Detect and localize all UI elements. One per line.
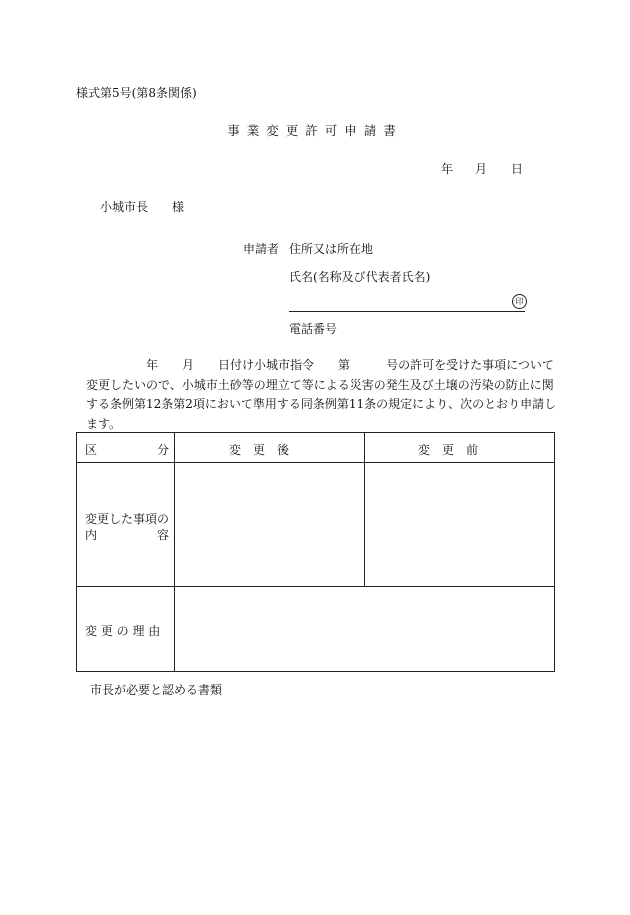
body-line1-rest: 号の許可を受けた事項について xyxy=(386,358,554,372)
request-body xyxy=(86,356,556,434)
phone-field-label: 電話番号 xyxy=(289,322,338,336)
addressee xyxy=(100,198,184,215)
date-line xyxy=(441,160,523,177)
name-field-label: 氏名(名称及び代表者氏名) xyxy=(289,270,431,284)
row1-label-line1: 変更した事項の xyxy=(85,512,170,526)
document-title: 事業変更許可申請書 xyxy=(227,123,403,138)
header-category-b: 分 xyxy=(157,443,170,457)
body-line-2: 変更したいので、小城市土砂等の埋立て等による災害の発生及び土壌の汚染の防止に関 xyxy=(86,377,554,392)
date-day-label: 日 xyxy=(511,162,524,176)
changed-after-field[interactable] xyxy=(175,463,364,586)
change-reason-field[interactable] xyxy=(175,587,554,671)
body-year: 年 xyxy=(146,358,159,372)
seal-icon: 印 xyxy=(512,294,527,309)
header-after: 変 更 後 xyxy=(229,443,290,457)
applicant-label: 申請者 xyxy=(243,242,280,256)
date-month-label: 月 xyxy=(475,162,488,176)
change-table xyxy=(76,432,555,672)
changed-before-field[interactable] xyxy=(365,463,554,586)
form-number: 様式第5号(第8条関係) xyxy=(76,86,197,100)
row1-label-line2-start: 内 xyxy=(85,528,98,542)
body-line-1 xyxy=(86,356,556,376)
row1-label-line2-end: 容 xyxy=(157,528,170,542)
address-field-label: 住所又は所在地 xyxy=(289,242,374,256)
addressee-honorific: 様 xyxy=(172,200,185,214)
body-month: 月 xyxy=(182,358,195,372)
body-issued: 日付け小城市指令 xyxy=(218,358,315,372)
body-number-prefix: 第 xyxy=(338,358,351,372)
signature-line xyxy=(289,311,525,312)
row2-label: 変 更 の 理 由 xyxy=(85,624,161,638)
date-year-label: 年 xyxy=(441,162,454,176)
addressee-name: 小城市長 xyxy=(100,200,149,214)
body-line-3: する条例第12条第2項において準用する同条例第11条の規定により、次のとおり申請し xyxy=(86,397,557,411)
header-before: 変 更 前 xyxy=(418,443,479,457)
header-category-a: 区 xyxy=(85,443,98,457)
attachment-note: 市長が必要と認める書類 xyxy=(90,683,223,697)
body-line-4: ます。 xyxy=(86,416,122,431)
